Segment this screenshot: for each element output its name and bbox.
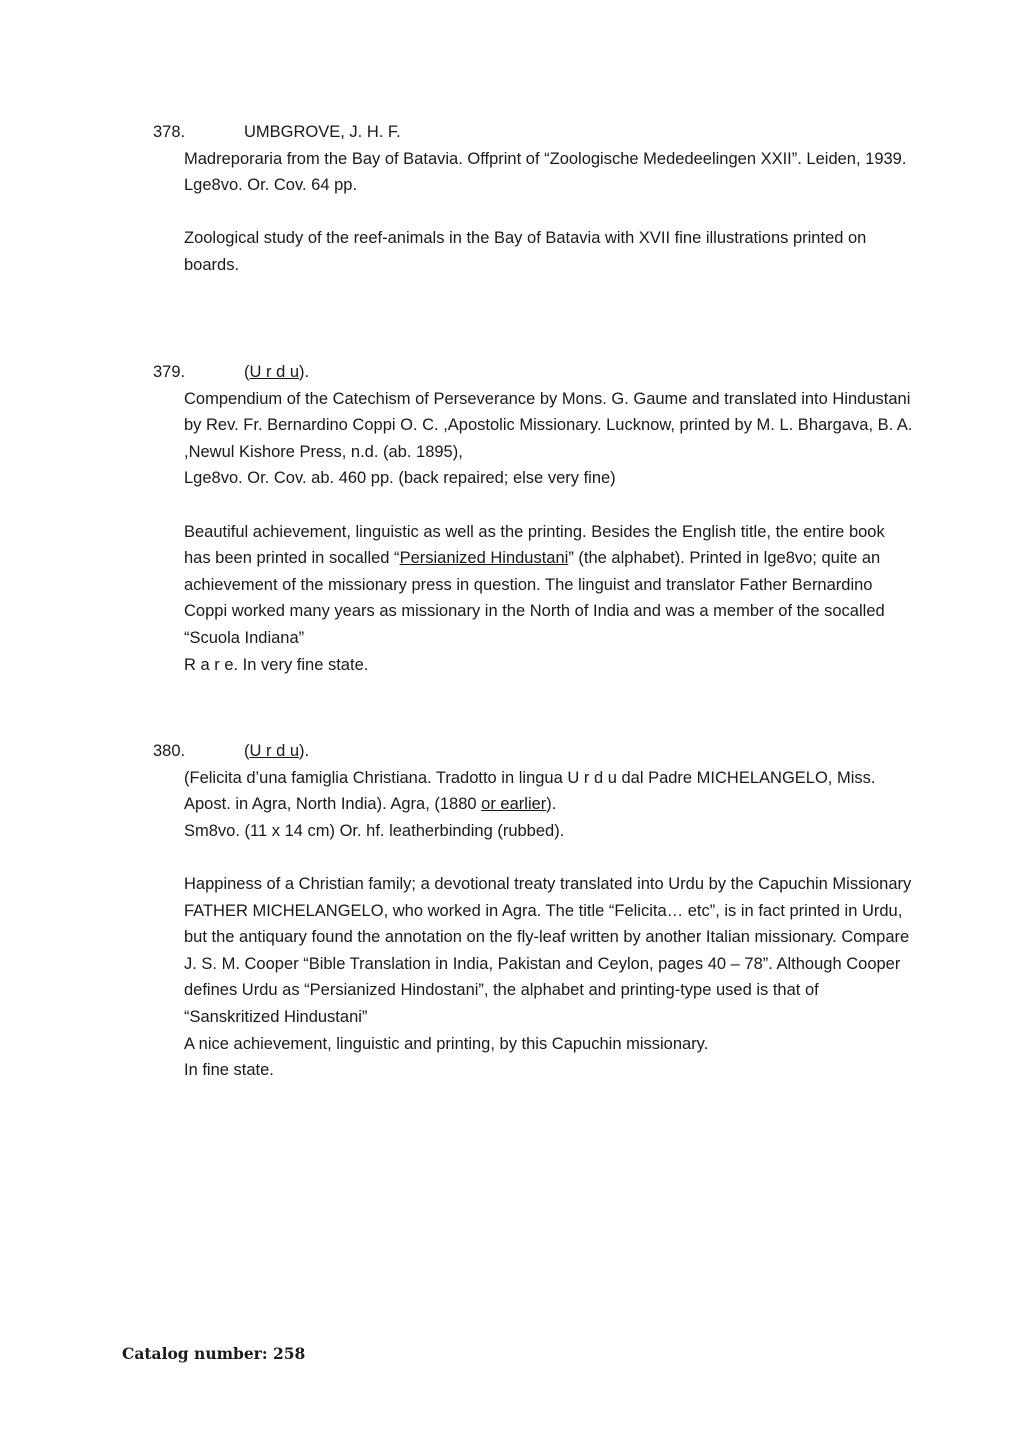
entry-title: Madreporaria from the Bay of Batavia. Offprint of “Zoologische Mededeelingen XXII”. Leiden, 1939. [184,149,907,168]
entry-note: A nice achievement, linguistic and printing, by this Capuchin missionary. [184,1034,709,1053]
entry-number: 379. [153,363,186,381]
entry-language: (U r d u). [244,742,310,760]
entry-format: Lge8vo. Or. Cov. ab. 460 pp. (back repaired; else very fine) [184,469,616,488]
entry-language: (U r d u). [244,363,310,381]
entry-body [153,386,913,679]
catalog-entry-379 [153,359,913,678]
entry-description: Happiness of a Christian family; a devotional treaty translated into Urdu by the Capuchin Missionary FATHER MICHELANGELO, who worked in Agra. The title “Felicita… etc”, is in fact printed in Urdu, but the antiquary found the annotation on the fly-leaf written by another Italian missionary. Compare J. S. M. Cooper “Bible Translation in India, Pakistan and Ceylon, pages 40 – 78”. Although Cooper defines Urdu as “Persianized Hindostani”, the alphabet and printing-type used is that of “Sanskritized Hindustani” [184,874,912,1026]
entry-note: In fine state. [184,1061,274,1080]
entry-heading-row [153,119,913,146]
underlined-term: Persianized Hindustani [399,549,569,568]
entry-body [153,146,913,279]
entry-description: Beautiful achievement, linguistic as well as the printing. Besides the English title, the entire book has been printed in socalled “Persianized Hindustani” (the alphabet). Printed in lge8vo; quite an achievement of the missionary press in question. The linguist and translator Father Bernardino Coppi worked many years as missionary in the North of India and was a member of the socalled “Scuola Indiana” [184,522,885,647]
entry-body [153,765,913,1084]
catalog-number-footer: Catalog number: 258 [122,1344,306,1363]
underlined-date-note: or earlier [481,795,547,814]
entry-number: 378. [153,123,186,141]
entry-number: 380. [153,742,186,760]
language-underlined: U r d u [249,363,300,381]
catalog-entry-380 [153,738,913,1084]
entry-format: Sm8vo. (11 x 14 cm) Or. hf. leatherbinding (rubbed). [184,821,565,840]
entry-description: Zoological study of the reef-animals in the Bay of Batavia with XVII fine illustrations printed on boards. [184,229,867,274]
catalog-entry-378 [153,119,913,279]
entry-author: UMBGROVE, J. H. F. [244,123,401,141]
entry-format: Lge8vo. Or. Cov. 64 pp. [184,176,358,195]
entry-title: Compendium of the Catechism of Perseverance by Mons. G. Gaume and translated into Hindustani by Rev. Fr. Bernardino Coppi O. C. ,Apostolic Missionary. Lucknow, printed by M. L. Bhargava, B. A. ,Newul Kishore Press, n.d. (ab. 1895), [184,389,913,461]
entry-title: (Felicita d’una famiglia Christiana. Tradotto in lingua U r d u dal Padre MICHELANGELO, Miss. Apost. in Agra, North India). Agra, (1880 or earlier). [184,768,876,814]
entry-heading-row [153,359,913,386]
entry-heading-row [153,738,913,765]
language-underlined: U r d u [249,742,300,760]
entry-note: R a r e. In very fine state. [184,655,369,674]
